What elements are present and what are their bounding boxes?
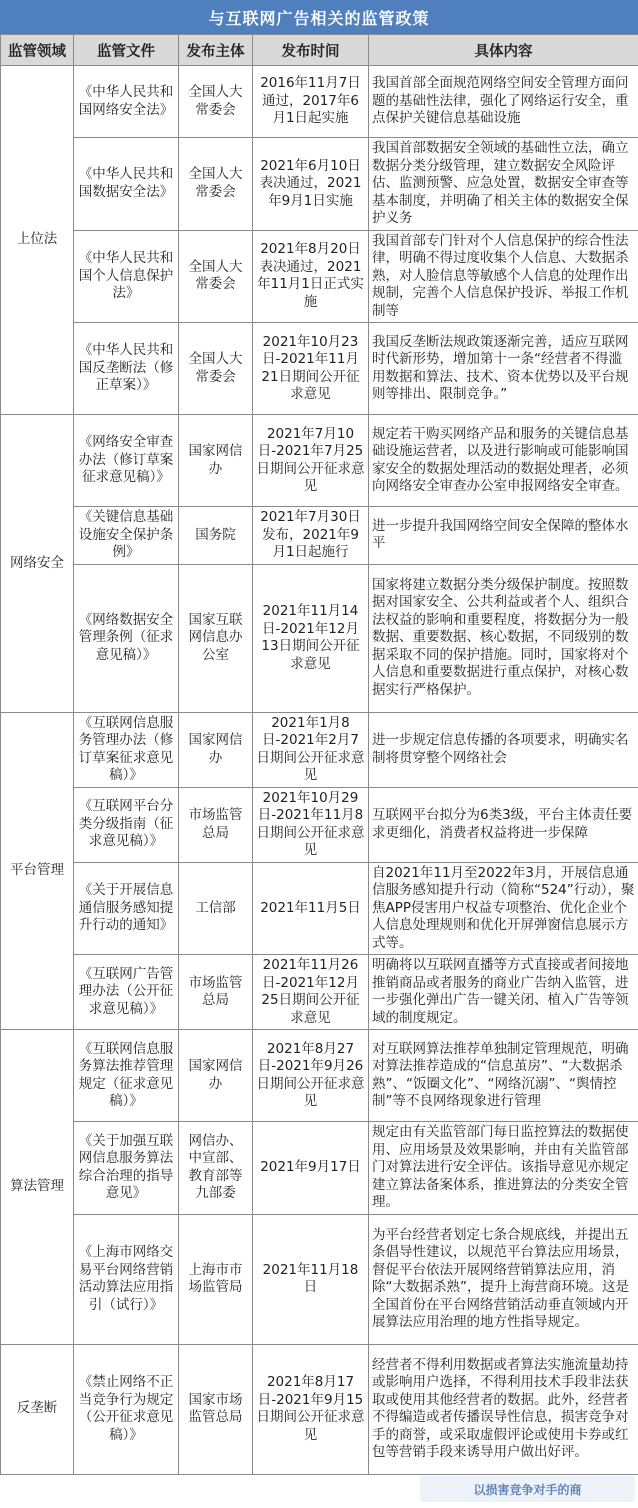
table-row [1, 323, 638, 415]
file-cell: 《中华人民共和国个人信息保护法》 [74, 230, 179, 323]
issuer-cell: 市场监管总局 [179, 787, 253, 862]
table-row [1, 507, 638, 565]
table-row [1, 712, 638, 787]
file-cell: 《互联网信息服务管理办法（修订草案征求意见稿）》 [74, 712, 179, 787]
table-row [1, 415, 638, 507]
table-row [1, 1214, 638, 1344]
time-cell: 2021年7月30日发布，2021年9月1日起施行 [253, 507, 369, 565]
file-cell: 《中华人民共和国反垄断法（修正草案）》 [74, 323, 179, 415]
issuer-cell: 国务院 [179, 507, 253, 565]
issuer-cell: 全国人大常委会 [179, 230, 253, 323]
content-cell: 明确将以互联网直播等方式直接或者间接地推销商品或者服务的商业广告纳入监管，进一步强化弹出广告一键关闭、植入广告等领域的制度规定。 [369, 955, 638, 1030]
content-cell: 我国首部专门针对个人信息保护的综合性法律，明确不得过度收集个人信息、大数据杀熟，对人脸信息等敏感个人信息的处理作出规制，完善个人信息保护投诉、举报工作机制等 [369, 230, 638, 323]
file-cell: 《网络安全审查办法（修订草案征求意见稿）》 [74, 415, 179, 507]
content-cell: 进一步提升我国网络空间安全保障的整体水平 [369, 507, 638, 565]
table-row [1, 862, 638, 955]
issuer-cell: 国家网信办 [179, 712, 253, 787]
file-cell: 《网络数据安全管理条例（征求意见稿）》 [74, 564, 179, 712]
file-cell: 《禁止网络不正当竞争行为规定（公开征求意见稿）》 [74, 1344, 179, 1474]
content-cell: 我国首部全面规范网络空间安全管理方面问题的基础性法律，强化了网络运行安全，重点保护关键信息基础设施 [369, 66, 638, 138]
issuer-cell: 全国人大常委会 [179, 323, 253, 415]
content-cell: 自2021年11月至2022年3月，开展信息通信服务感知提升行动（简称“524”行动），聚焦APP侵害用户权益专项整治、优化企业个人信息处理规则和优化开屏弹窗信息展示方式等。 [369, 862, 638, 955]
file-cell: 《中华人民共和国网络安全法》 [74, 66, 179, 138]
time-cell: 2021年1月8日-2021年2月7日期间公开征求意见 [253, 712, 369, 787]
file-cell: 《关键信息基础设施安全保护条例》 [74, 507, 179, 565]
header-domain: 监管领域 [1, 35, 74, 66]
watermark-overlay: 以损害竞争对手的商 [420, 1476, 635, 1502]
file-cell: 《关于加强互联网信息服务算法综合治理的指导意见》 [74, 1122, 179, 1215]
time-cell: 2021年8月17日-2021年9月15日期间公开征求意见 [253, 1344, 369, 1474]
file-cell: 《关于开展信息通信服务感知提升行动的通知》 [74, 862, 179, 955]
issuer-cell: 工信部 [179, 862, 253, 955]
issuer-cell: 市场监管总局 [179, 955, 253, 1030]
content-cell: 进一步规定信息传播的各项要求，明确实名制将贯穿整个网络社会 [369, 712, 638, 787]
issuer-cell: 国家市场监管总局 [179, 1344, 253, 1474]
table-row [1, 1122, 638, 1215]
table-row [1, 564, 638, 712]
time-cell: 2021年6月10日表决通过，2021年9月1日实施 [253, 138, 369, 231]
time-cell: 2021年10月23日-2021年11月21日期间公开征求意见 [253, 323, 369, 415]
header-content: 具体内容 [369, 35, 638, 66]
issuer-cell: 全国人大常委会 [179, 138, 253, 231]
issuer-cell: 上海市市场监管局 [179, 1214, 253, 1344]
domain-cell: 上位法 [1, 66, 74, 415]
time-cell: 2021年7月10日-2021年7月25日期间公开征求意见 [253, 415, 369, 507]
content-cell: 国家将建立数据分类分级保护制度。按照数据对国家安全、公共利益或者个人、组织合法权益的影响和重要程度，将数据分为一般数据、重要数据、核心数据，不同级别的数据采取不同的保护措施。同时，国家将对个人信息和重要数据进行重点保护，对核心数据实行严格保护。 [369, 564, 638, 712]
table-row [1, 230, 638, 323]
domain-cell: 平台管理 [1, 712, 74, 1030]
domain-cell: 网络安全 [1, 415, 74, 713]
table-row [1, 1344, 638, 1474]
content-cell: 互联网平台拟分为6类3级，平台主体责任要求更细化，消费者权益将进一步保障 [369, 787, 638, 862]
issuer-cell: 全国人大常委会 [179, 66, 253, 138]
time-cell: 2021年11月18日 [253, 1214, 369, 1344]
content-cell: 对互联网算法推荐单独制定管理规范，明确对算法推荐造成的“信息茧房”、“大数据杀熟”、“饭圈文化”、“网络沉溺”、“舆情控制”等不良网络现象进行管理 [369, 1030, 638, 1122]
header-file: 监管文件 [74, 35, 179, 66]
content-cell: 规定若干购买网络产品和服务的关键信息基础设施运营者，以及进行影响或可能影响国家安全的数据处理活动的数据处理者，必须向网络安全审查办公室申报网络安全审查。 [369, 415, 638, 507]
table-row [1, 66, 638, 138]
time-cell: 2021年11月5日 [253, 862, 369, 955]
content-cell: 为平台经营者划定七条合规底线，并提出五条倡导性建议，以规范平台算法应用场景，督促平台依法开展网络营销算法应用，消除“大数据杀熟”，提升上海营商环境。这是全国首份在平台网络营销活动垂直领域内开展算法应用治理的地方性指导规定。 [369, 1214, 638, 1344]
issuer-cell: 网信办、中宣部、教育部等九部委 [179, 1122, 253, 1215]
content-cell: 规定由有关监管部门每日监控算法的数据使用、应用场景及效果影响，并由有关监管部门对算法进行安全评估。该指导意见亦规定建立算法备案体系，推进算法的分类安全管理。 [369, 1122, 638, 1215]
domain-cell: 算法管理 [1, 1030, 74, 1345]
time-cell: 2021年10月29日-2021年11月8日期间公开征求意见 [253, 787, 369, 862]
issuer-cell: 国家网信办 [179, 1030, 253, 1122]
table-row [1, 138, 638, 231]
header-time: 发布时间 [253, 35, 369, 66]
file-cell: 《中华人民共和国数据安全法》 [74, 138, 179, 231]
table-row [1, 955, 638, 1030]
time-cell: 2016年11月7日通过，2017年6月1日起实施 [253, 66, 369, 138]
issuer-cell: 国家网信办 [179, 415, 253, 507]
content-cell: 我国首部数据安全领域的基础性立法，确立数据分类分级管理，建立数据安全风险评估、监测预警、应急处置，数据安全审查等基本制度，并明确了相关主体的数据安全保护义务 [369, 138, 638, 231]
domain-cell: 反垄断 [1, 1344, 74, 1474]
policy-table [0, 34, 638, 1475]
issuer-cell: 国家互联网信息办公室 [179, 564, 253, 712]
content-cell: 我国反垄断法规政策逐渐完善，适应互联网时代新形势，增加第十一条“经营者不得滥用数据和算法、技术、资本优势以及平台规则等排出、限制竞争。” [369, 323, 638, 415]
time-cell: 2021年11月14日-2021年12月13日期间公开征求意见 [253, 564, 369, 712]
time-cell: 2021年8月20日表决通过，2021年11月1日正式实施 [253, 230, 369, 323]
time-cell: 2021年9月17日 [253, 1122, 369, 1215]
table-row [1, 1030, 638, 1122]
file-cell: 《互联网广告管理办法（公开征求意见稿）》 [74, 955, 179, 1030]
table-row [1, 787, 638, 862]
file-cell: 《互联网信息服务算法推荐管理规定（征求意见稿）》 [74, 1030, 179, 1122]
file-cell: 《上海市网络交易平台网络营销活动算法应用指引（试行）》 [74, 1214, 179, 1344]
file-cell: 《互联网平台分类分级指南（征求意见稿）》 [74, 787, 179, 862]
table-title: 与互联网广告相关的监管政策 [0, 0, 638, 34]
time-cell: 2021年8月27日-2021年9月26日期间公开征求意见 [253, 1030, 369, 1122]
header-row [1, 35, 638, 66]
content-cell: 经营者不得利用数据或者算法实施流量劫持或影响用户选择，不得利用技术手段非法获取或使用其他经营者的数据。此外，经营者不得编造或者传播误导性信息，损害竞争对手的商誉，或采取虚假评论或使用卡券或红包等营销手段来诱导用户做出好评。 [369, 1344, 638, 1474]
time-cell: 2021年11月26日-2021年12月25日期间公开征求意见 [253, 955, 369, 1030]
header-issuer: 发布主体 [179, 35, 253, 66]
